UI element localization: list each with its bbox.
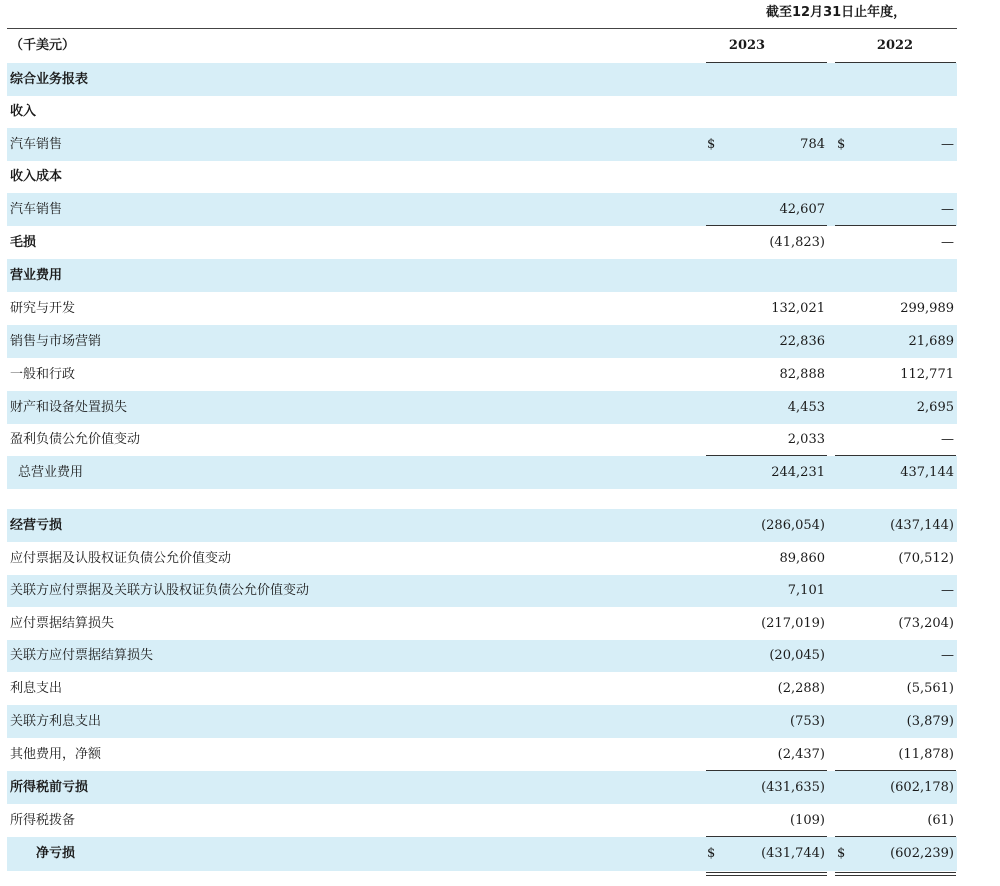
row-label: 财产和设备处置损失 <box>10 400 128 415</box>
value-2023: 244,231 <box>771 465 825 480</box>
value-2023: (2,437) <box>777 747 825 762</box>
value-2022: (602,239) <box>890 846 954 861</box>
currency-symbol-2023: $ <box>707 846 716 861</box>
value-2022: — <box>941 202 954 217</box>
row-label: 关联方应付票据及关联方认股权证负债公允价值变动 <box>10 583 310 598</box>
row-label: 净亏损 <box>36 846 76 861</box>
value-2023: 784 <box>800 137 825 152</box>
total-double-rule-2022-b <box>835 875 956 876</box>
value-2023: 22,836 <box>779 334 825 349</box>
value-2023: 132,021 <box>771 301 825 316</box>
value-2022: (61) <box>927 813 954 828</box>
value-2023: (217,019) <box>761 616 825 631</box>
value-2022: 437,144 <box>900 465 954 480</box>
subtotal-rule-2023 <box>706 225 827 226</box>
value-2022: (73,204) <box>898 616 954 631</box>
total-double-rule-2023-a <box>706 872 827 873</box>
row-label: 研究与开发 <box>10 301 76 316</box>
value-2023: (109) <box>790 813 825 828</box>
row-label: 关联方应付票据结算损失 <box>10 648 154 663</box>
value-2022: — <box>941 137 954 152</box>
column-header-2023: 2023 <box>728 38 766 53</box>
row-label: 利息支出 <box>10 681 63 696</box>
row-label: 所得税拨备 <box>10 813 76 828</box>
value-2022: (602,178) <box>890 780 954 795</box>
total-double-rule-2023-b <box>706 875 827 876</box>
value-2022: 299,989 <box>900 301 954 316</box>
currency-symbol-2023: $ <box>707 137 716 152</box>
unit-label: （千美元） <box>10 38 76 53</box>
value-2022: (11,878) <box>898 747 954 762</box>
value-2022: — <box>941 648 954 663</box>
row-label: 收入 <box>10 104 37 119</box>
value-2023: 2,033 <box>787 432 825 447</box>
row-label: 汽车销售 <box>10 137 63 152</box>
value-2023: 7,101 <box>787 583 825 598</box>
row-label: 总营业费用 <box>18 465 84 480</box>
row-label: 应付票据及认股权证负债公允价值变动 <box>10 551 232 566</box>
value-2022: — <box>941 432 954 447</box>
column-header-2022: 2022 <box>876 38 914 53</box>
value-2023: (20,045) <box>769 648 825 663</box>
value-2023: 89,860 <box>779 551 825 566</box>
row-label: 汽车销售 <box>10 202 63 217</box>
value-2022: — <box>941 583 954 598</box>
currency-symbol-2022: $ <box>837 137 846 152</box>
row-label: 毛损 <box>10 235 37 250</box>
value-2023: (431,744) <box>761 846 825 861</box>
value-2023: 42,607 <box>779 202 825 217</box>
value-2023: (2,288) <box>777 681 825 696</box>
value-2022: (70,512) <box>898 551 954 566</box>
row-label: 一般和行政 <box>10 367 76 382</box>
value-2023: 4,453 <box>787 400 825 415</box>
row-label: 收入成本 <box>10 169 63 184</box>
row-band <box>7 63 957 96</box>
value-2023: 82,888 <box>779 367 825 382</box>
row-label: 其他费用，净额 <box>10 747 102 762</box>
total-double-rule-2022-a <box>835 872 956 873</box>
row-label: 关联方利息支出 <box>10 714 102 729</box>
value-2023: (41,823) <box>769 235 825 250</box>
row-band <box>7 259 957 292</box>
value-2023: (753) <box>790 714 825 729</box>
value-2022: 2,695 <box>916 400 954 415</box>
row-label: 盈利负债公允价值变动 <box>10 432 141 447</box>
value-2023: (431,635) <box>761 780 825 795</box>
value-2022: (5,561) <box>906 681 954 696</box>
subtotal-rule-2022 <box>835 225 956 226</box>
row-label: 经营亏损 <box>10 518 63 533</box>
row-label: 所得税前亏损 <box>10 780 89 795</box>
value-2023: (286,054) <box>761 518 825 533</box>
row-label: 销售与市场营销 <box>10 334 102 349</box>
currency-symbol-2022: $ <box>837 846 846 861</box>
row-label: 应付票据结算损失 <box>10 616 115 631</box>
value-2022: — <box>941 235 954 250</box>
value-2022: 112,771 <box>900 367 954 382</box>
value-2022: 21,689 <box>908 334 954 349</box>
row-label: 综合业务报表 <box>10 72 89 87</box>
row-label: 营业费用 <box>10 268 63 283</box>
value-2022: (3,879) <box>906 714 954 729</box>
period-caption: 截至12月31日止年度， <box>766 5 907 20</box>
value-2022: (437,144) <box>890 518 954 533</box>
header-top-rule <box>7 28 957 29</box>
